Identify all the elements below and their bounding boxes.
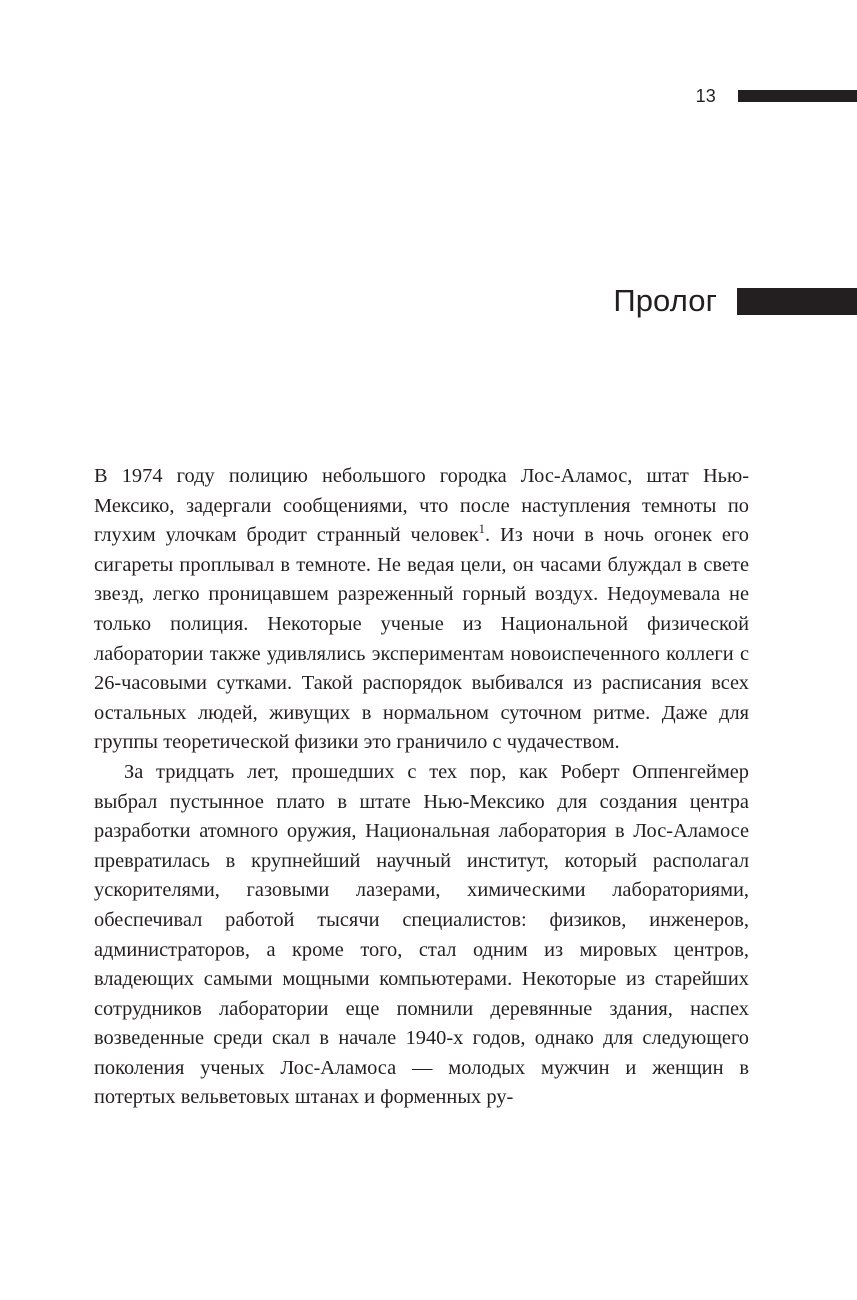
page-title: Пролог: [613, 283, 717, 318]
running-head: [0, 83, 857, 109]
body-text: [94, 462, 749, 1113]
footnote-marker: 1: [478, 522, 485, 537]
paragraph-1-text-before-note: В 1974 году полицию небольшого городка Лос-Аламос, штат Нью-Мексико, задергали сообщениями, что после наступления темноты по глухим улочкам бродит странный человек: [94, 465, 749, 547]
paragraph-2: [94, 758, 749, 1113]
header-rule: [738, 90, 857, 102]
chapter-title-row: [0, 283, 857, 319]
title-rule: [737, 288, 857, 315]
paragraph-1-text-after-note: . Из ночи в ночь огонек его сигареты проплывал в темноте. Не ведая цели, он часами блуждал в свете звезд, легко проницавшем разреженный горный воздух. Недоумевала не только полиция. Некоторые ученые из Национальной физической лаборатории также удивлялись экспериментам новоиспеченного коллеги с 26-часовыми сутками. Такой распорядок выбивался из расписания всех остальных людей, живущих в нормальном суточном ритме. Даже для группы теоретической физики это граничило с чудачеством.: [94, 524, 749, 754]
paragraph-1: [94, 462, 749, 758]
paragraph-2-text: За тридцать лет, прошедших с тех пор, как Роберт Оппенгеймер выбрал пустынное плато в штате Нью-Мексико для создания центра разработки атомного оружия, Национальная лаборатория в Лос-Аламосе превратилась в крупнейший научный институт, который располагал ускорителями, газовыми лазерами, химическими лабораториями, обеспечивал работой тысячи специалистов: физиков, инженеров, администраторов, а кроме того, стал одним из мировых центров, владеющих самыми мощными компьютерами. Некоторые из старейших сотрудников лаборатории еще помнили деревянные здания, наспех возведенные среди скал в начале 1940-х годов, однако для следующего поколения ученых Лос-Аламоса — молодых мужчин и женщин в потертых вельветовых штанах и форменных ру-: [94, 760, 749, 1109]
page-number: 13: [695, 86, 716, 106]
